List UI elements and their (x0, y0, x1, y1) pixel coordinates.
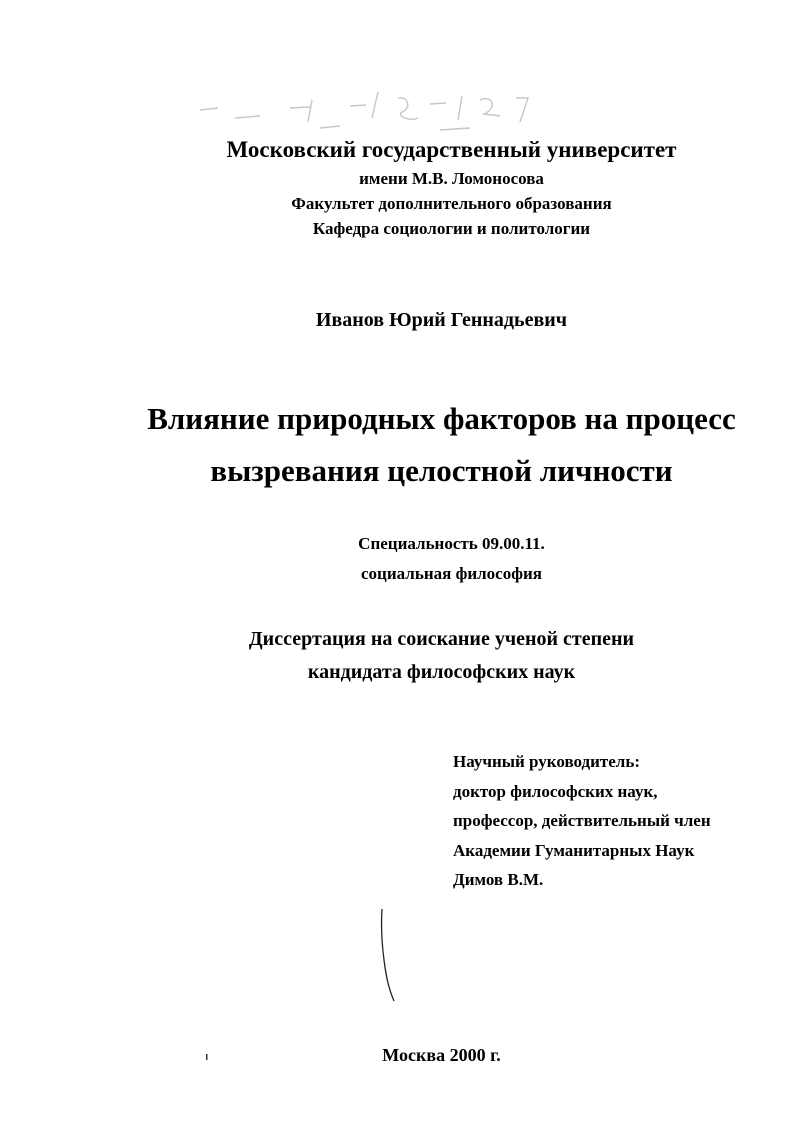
specialty-code: Специальность 09.00.11. (358, 534, 545, 553)
faculty-name: Факультет дополнительного образования (291, 194, 612, 213)
advisor-label: Научный руководитель: (453, 752, 640, 771)
university-named-after: имени М.В. Ломоносова (359, 169, 544, 188)
advisor-academy: Академии Гуманитарных Наук (453, 840, 695, 860)
handwritten-signature-mark (370, 905, 410, 1005)
author-name: Иванов Юрий Геннадьевич (315, 309, 568, 331)
department-name: Кафедра социологии и политологии (312, 219, 591, 238)
degree-statement-line-1: Диссертация на соискание ученой степени (248, 628, 635, 650)
university-name: Московский государственный университет (226, 137, 677, 162)
specialty-name: социальная философия (361, 564, 542, 583)
dissertation-title-line-2: вызревания целостной личности (210, 453, 673, 488)
advisor-name: Димов В.М. (453, 870, 544, 889)
city-and-year: Москва 2000 г. (382, 1045, 501, 1065)
advisor-position: профессор, действительный член (453, 811, 711, 830)
dissertation-title-line-1: Влияние природных факторов на процесс (147, 401, 736, 436)
advisor-degree: доктор философских наук, (453, 781, 658, 801)
scientific-advisor-block (453, 747, 711, 895)
degree-statement-line-2: кандидата философских наук (307, 661, 576, 683)
